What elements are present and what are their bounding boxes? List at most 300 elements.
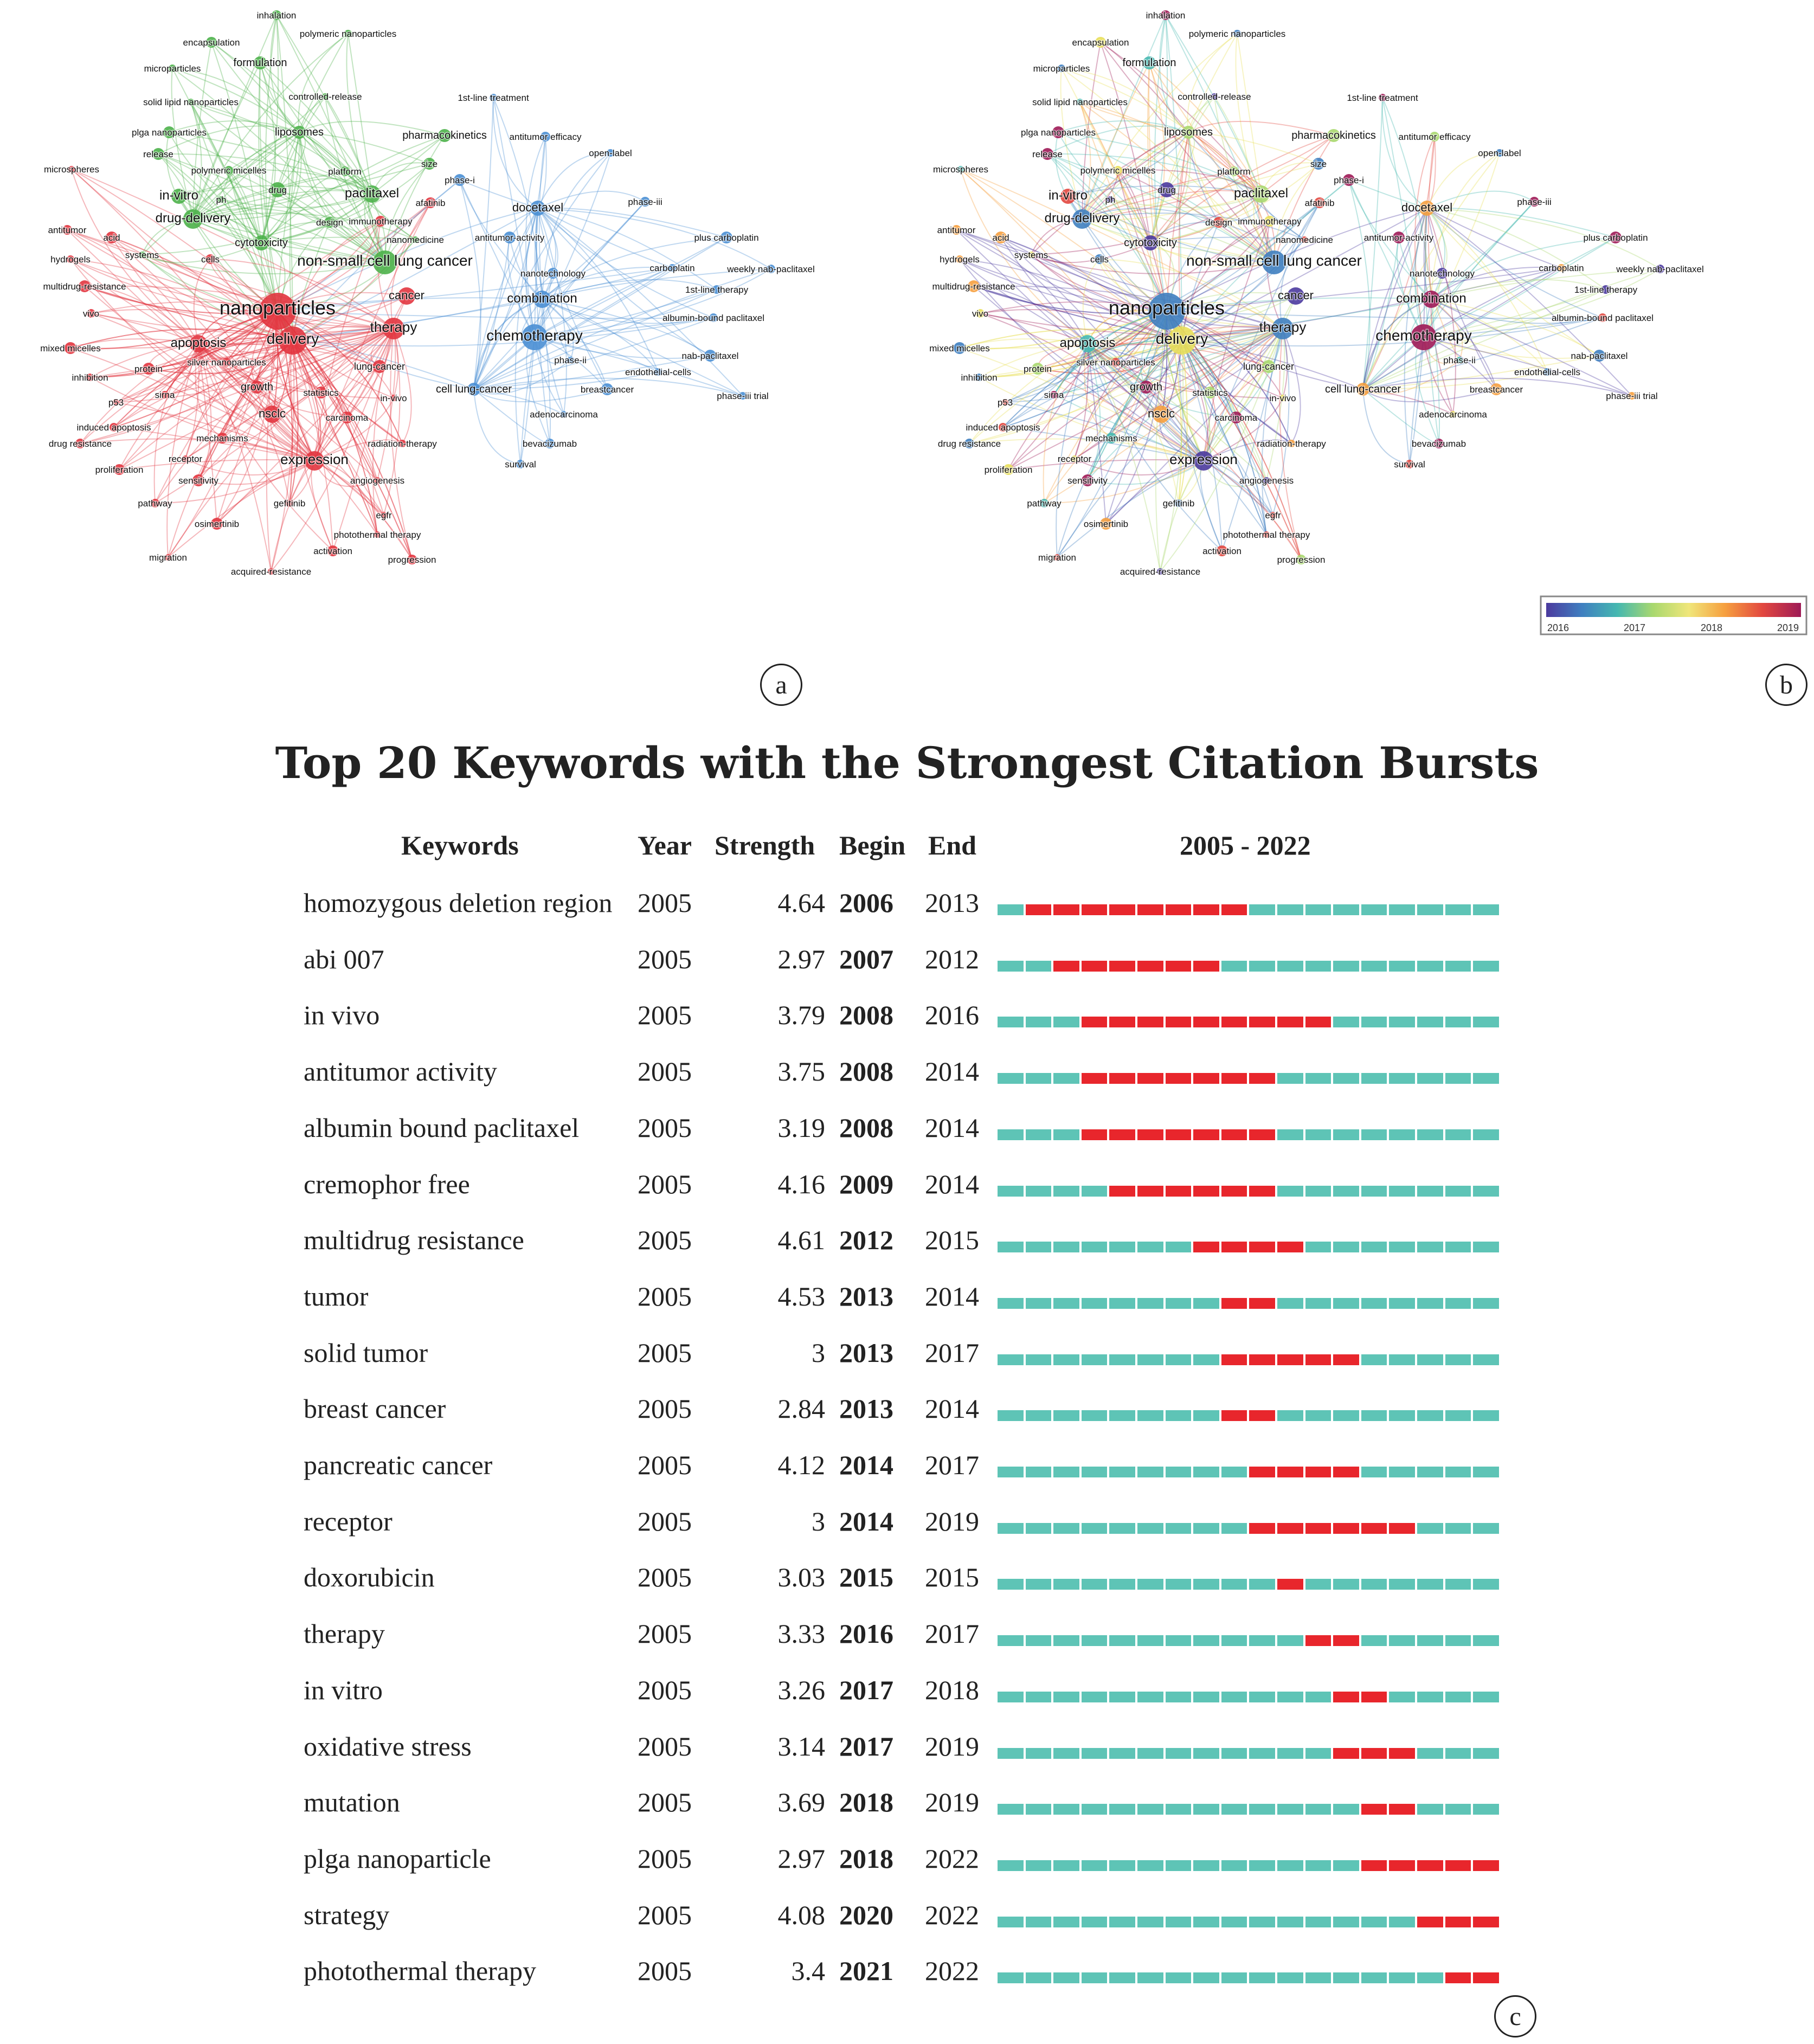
keyword-node-label: antitumor [937, 225, 976, 235]
keyword-node-label: release [1032, 149, 1063, 159]
timeline-segment [1082, 1579, 1108, 1590]
burst-segment [1166, 904, 1192, 915]
keyword-node-label: design [316, 217, 344, 228]
strength-cell: 4.12 [777, 1450, 825, 1480]
timeline-segment [1166, 1972, 1192, 1983]
begin-cell: 2020 [839, 1899, 893, 1930]
strength-cell: 4.61 [777, 1225, 825, 1256]
header-end: End [928, 830, 976, 860]
year-cell: 2005 [638, 1000, 692, 1031]
timeline-segment [1473, 1635, 1499, 1646]
keyword-node-label: inhibition [961, 372, 998, 383]
keyword-node-label: encapsulation [183, 37, 240, 48]
network-link [217, 461, 314, 524]
keyword-node-label: induced apoptosis [966, 422, 1040, 433]
burst-segment [1417, 1917, 1443, 1927]
network-link [1106, 461, 1204, 524]
year-cell: 2005 [638, 1337, 692, 1368]
timeline-segment [1026, 1467, 1052, 1477]
timeline-segment [1053, 1748, 1079, 1759]
keyword-cell: albumin bound paclitaxel [304, 1112, 580, 1143]
timeline-segment [1473, 1242, 1499, 1252]
keyword-node-label: lung-cancer [353, 361, 406, 372]
keyword-node-label: drug resistance [48, 439, 112, 449]
timeline-segment [1445, 904, 1471, 915]
keyword-node-label: expression [1169, 451, 1238, 467]
keyword-node-label: plga nanoparticles [132, 127, 207, 138]
panel-label-b: b [1765, 664, 1807, 706]
year-cell: 2005 [638, 1956, 692, 1987]
timeline-segment [1082, 1467, 1108, 1477]
burst-table-row [0, 1277, 1814, 1332]
keyword-node-label: cytotoxicity [1124, 237, 1177, 249]
burst-segment [1221, 1410, 1247, 1421]
keyword-node-label: immunotherapy [349, 216, 413, 227]
timeline-segment [1053, 1579, 1079, 1590]
keyword-node-label: nanoparticles [219, 297, 336, 319]
keyword-node-label: receptor [168, 454, 203, 464]
timeline-segment [1026, 1410, 1052, 1421]
strength-cell: 3.4 [791, 1956, 825, 1987]
keyword-node-label: paclitaxel [344, 186, 400, 201]
keyword-node-label: carcinoma [325, 413, 369, 423]
keyword-node-label: in-vitro [1048, 188, 1088, 203]
strength-cell: 3.79 [777, 1000, 825, 1031]
burst-segment [1277, 1523, 1303, 1534]
timeline-segment [1389, 1692, 1415, 1702]
legend-tick: 2017 [1623, 622, 1646, 633]
timeline-segment [1333, 1804, 1359, 1815]
keyword-node-label: egfr [376, 510, 392, 520]
keyword-node-label: design [1205, 217, 1233, 228]
timeline-segment [1417, 1972, 1443, 1983]
burst-segment [1109, 961, 1135, 972]
keyword-node-label: nanotechnology [1409, 268, 1475, 279]
begin-cell: 2021 [839, 1956, 893, 1987]
begin-cell: 2008 [839, 1056, 893, 1087]
end-cell: 2019 [925, 1787, 979, 1818]
keyword-node-label: sirna [1044, 390, 1064, 400]
timeline-segment [1361, 1467, 1387, 1477]
begin-cell: 2014 [839, 1506, 893, 1537]
keyword-node-label: p53 [997, 397, 1013, 408]
timeline-segment [1305, 1860, 1331, 1871]
burst-table-title: Top 20 Keywords with the Strongest Citation Bursts [275, 737, 1539, 788]
timeline-segment [1026, 1635, 1052, 1646]
burst-segment [1445, 1917, 1471, 1927]
burst-segment [1137, 1073, 1163, 1084]
burst-table-row [0, 1615, 1814, 1669]
timeline-segment [1445, 1073, 1471, 1084]
timeline-segment [1166, 1354, 1192, 1365]
timeline-segment [1053, 1917, 1079, 1927]
keyword-node-label: non-small cell lung cancer [297, 252, 473, 269]
keyword-cell: strategy [304, 1899, 390, 1930]
timeline-segment [1053, 1242, 1079, 1252]
keyword-node-label: plga nanoparticles [1021, 127, 1096, 138]
burst-segment [1221, 1186, 1247, 1197]
timeline-segment [1166, 1298, 1192, 1309]
keyword-node-label: carboplatin [649, 263, 695, 273]
burst-segment [1221, 1129, 1247, 1140]
timeline-segment [1026, 1354, 1052, 1365]
timeline-segment [1277, 1073, 1303, 1084]
timeline-segment [998, 1129, 1024, 1140]
timeline-segment [1445, 1692, 1471, 1702]
burst-segment [1249, 1354, 1275, 1365]
strength-cell: 3.69 [777, 1787, 825, 1818]
timeline-segment [1137, 1242, 1163, 1252]
strength-cell: 2.84 [777, 1393, 825, 1424]
timeline-segment [1221, 1917, 1247, 1927]
timeline-segment [1361, 961, 1387, 972]
keyword-node-label: silver nanoparticles [1076, 357, 1155, 368]
year-cell: 2005 [638, 1450, 692, 1480]
burst-segment [1249, 1129, 1275, 1140]
network-link [1188, 34, 1237, 132]
timeline-segment [998, 1017, 1024, 1027]
timeline-segment [1082, 1860, 1108, 1871]
header-keywords: Keywords [401, 830, 519, 860]
keyword-cell: therapy [304, 1618, 385, 1649]
keyword-node-label: cells [201, 254, 220, 265]
timeline-segment [1249, 1972, 1275, 1983]
keyword-node-label: migration [1038, 552, 1076, 563]
begin-cell: 2008 [839, 1000, 893, 1031]
keyword-node-label: docetaxel [512, 201, 564, 214]
timeline-segment [998, 1354, 1024, 1365]
timeline-segment [1221, 1579, 1247, 1590]
timeline-segment [1333, 1017, 1359, 1027]
timeline-segment [1277, 961, 1303, 972]
burst-segment [1193, 904, 1219, 915]
timeline-segment [1249, 1917, 1275, 1927]
keyword-node-label: survival [505, 459, 536, 470]
burst-segment [1166, 1129, 1192, 1140]
strength-cell: 4.64 [777, 888, 825, 918]
keyword-cell: abi 007 [304, 943, 384, 974]
timeline-segment [1053, 1017, 1079, 1027]
timeline-segment [1445, 1017, 1471, 1027]
timeline-segment [1305, 1410, 1331, 1421]
timeline-segment [998, 1579, 1024, 1590]
keyword-node-label: size [1310, 159, 1327, 169]
burst-segment [1137, 1186, 1163, 1197]
timeline-segment [1137, 1917, 1163, 1927]
begin-cell: 2018 [839, 1787, 893, 1818]
burst-table-row [0, 1502, 1814, 1557]
year-cell: 2005 [638, 1843, 692, 1874]
timeline-segment [1137, 1635, 1163, 1646]
timeline-segment [1249, 1860, 1275, 1871]
burst-table-row [0, 1558, 1814, 1612]
burst-segment [1109, 1073, 1135, 1084]
keyword-cell: multidrug resistance [304, 1225, 524, 1256]
keyword-node-label: phase-ii [554, 355, 587, 365]
timeline-segment [1361, 1017, 1387, 1027]
timeline-segment [1445, 1410, 1471, 1421]
burst-segment [1249, 1186, 1275, 1197]
burst-table-row [0, 1896, 1814, 1950]
keyword-node-label: radiation-therapy [368, 439, 437, 449]
keyword-node-label: phase-i [445, 175, 475, 185]
network-link [166, 132, 193, 219]
keyword-node-label: delivery [266, 330, 319, 347]
burst-segment [1361, 1692, 1387, 1702]
timeline-segment [1277, 1748, 1303, 1759]
keyword-node-label: gefitinib [1162, 498, 1195, 509]
timeline-segment [1361, 1354, 1387, 1365]
keyword-node-label: bevacizumab [522, 439, 577, 449]
keyword-node-label: acquired-resistance [230, 567, 312, 577]
begin-cell: 2016 [839, 1618, 893, 1649]
burst-segment [1389, 1860, 1415, 1871]
timeline-segment [1082, 1523, 1108, 1534]
keyword-node-label: phase-iii trial [717, 391, 769, 401]
keyword-node-label: cell lung-cancer [1324, 383, 1401, 395]
strength-cell: 3.26 [777, 1674, 825, 1705]
timeline-segment [1249, 1748, 1275, 1759]
timeline-segment [1305, 1917, 1331, 1927]
timeline-segment [1082, 1242, 1108, 1252]
keyword-node-label: systems [1014, 250, 1048, 260]
timeline-segment [1445, 1635, 1471, 1646]
timeline-segment [1473, 1467, 1499, 1477]
burst-segment [1193, 961, 1219, 972]
year-cell: 2005 [638, 1112, 692, 1143]
keyword-node-label: endothelial-cells [1514, 367, 1580, 377]
timeline-segment [1445, 1804, 1471, 1815]
timeline-segment [1053, 1073, 1079, 1084]
year-cell: 2005 [638, 1731, 692, 1762]
timeline-segment [1249, 1692, 1275, 1702]
burst-segment [1221, 1354, 1247, 1365]
timeline-segment [1473, 1073, 1499, 1084]
keyword-node-label: antitumor efficacy [509, 132, 582, 142]
legend-tick: 2019 [1777, 622, 1799, 633]
timeline-segment [1417, 904, 1443, 915]
timeline-segment [1026, 1129, 1052, 1140]
keyword-node-label: polymeric micelles [191, 165, 267, 176]
burst-table-row [0, 884, 1814, 938]
timeline-segment [1082, 1972, 1108, 1983]
timeline-segment [1053, 1410, 1079, 1421]
timeline-segment [1137, 1860, 1163, 1871]
timeline-segment [1389, 1186, 1415, 1197]
timeline-segment [1417, 1523, 1443, 1534]
burst-segment [1137, 961, 1163, 972]
timeline-segment [1389, 1129, 1415, 1140]
timeline-segment [1277, 1186, 1303, 1197]
timeline-segment [998, 1073, 1024, 1084]
burst-segment [1333, 1467, 1359, 1477]
burst-segment [1473, 1972, 1499, 1983]
timeline-segment [1137, 1579, 1163, 1590]
burst-segment [1249, 1410, 1275, 1421]
strength-cell: 4.53 [777, 1281, 825, 1312]
year-cell: 2005 [638, 1281, 692, 1312]
keyword-node-label: breastcancer [1469, 384, 1523, 395]
timeline-segment [1137, 1467, 1163, 1477]
timeline-segment [1473, 1804, 1499, 1815]
year-cell: 2005 [638, 1393, 692, 1424]
keyword-cell: cremophor free [304, 1168, 470, 1199]
begin-cell: 2018 [839, 1843, 893, 1874]
burst-segment [1166, 1017, 1192, 1027]
timeline-segment [1166, 1579, 1192, 1590]
keyword-node-label: vivo [82, 308, 100, 319]
timeline-segment [1109, 1579, 1135, 1590]
timeline-segment [998, 1467, 1024, 1477]
keyword-node-label: docetaxel [1401, 201, 1453, 214]
burst-table-row [0, 1952, 1814, 2006]
end-cell: 2017 [925, 1450, 979, 1480]
timeline-segment [1361, 1972, 1387, 1983]
timeline-segment [1221, 961, 1247, 972]
timeline-segment [1109, 1298, 1135, 1309]
timeline-segment [1445, 1186, 1471, 1197]
keyword-node-label: in-vitro [159, 188, 199, 203]
year-cell: 2005 [638, 1618, 692, 1649]
keyword-node-label: nanotechnology [520, 268, 586, 279]
timeline-segment [1473, 1129, 1499, 1140]
keyword-node-label: chemotherapy [486, 327, 583, 344]
burst-segment [1109, 904, 1135, 915]
end-cell: 2012 [925, 943, 979, 974]
keyword-node-label: sirna [155, 390, 175, 400]
keyword-node-label: drug [1157, 185, 1176, 195]
keyword-node-label: activation [1202, 546, 1242, 556]
timeline-segment [1166, 1523, 1192, 1534]
timeline-segment [1277, 1410, 1303, 1421]
keyword-cell: mutation [304, 1787, 400, 1818]
burst-table-row [0, 1783, 1814, 1837]
keyword-node-label: silver nanoparticles [187, 357, 266, 368]
timeline-segment [1305, 904, 1331, 915]
year-cell: 2005 [638, 1506, 692, 1537]
timeline-segment [1417, 1692, 1443, 1702]
keyword-node-label: size [421, 159, 438, 169]
timeline-segment [1082, 1804, 1108, 1815]
burst-segment [1249, 1242, 1275, 1252]
keyword-node-label: therapy [1259, 319, 1307, 335]
keyword-node-label: inhalation [256, 10, 297, 21]
legend-tick: 2016 [1547, 622, 1569, 633]
network-link [1349, 180, 1370, 389]
timeline-segment [1277, 1972, 1303, 1983]
timeline-segment [1026, 1298, 1052, 1309]
timeline-segment [1053, 1860, 1079, 1871]
end-cell: 2016 [925, 1000, 979, 1031]
timeline-segment [1277, 1804, 1303, 1815]
timeline-segment [1445, 1129, 1471, 1140]
keyword-node-label: inhibition [72, 372, 108, 383]
burst-segment [1249, 1017, 1275, 1027]
burst-table-row [0, 1165, 1814, 1219]
timeline-segment [1473, 1298, 1499, 1309]
timeline-segment [1109, 1860, 1135, 1871]
burst-segment [1221, 1242, 1247, 1252]
timeline-segment [1417, 1017, 1443, 1027]
keyword-node-label: progression [388, 555, 436, 565]
keyword-node-label: phase-i [1334, 175, 1364, 185]
timeline-segment [998, 1410, 1024, 1421]
timeline-segment [998, 1860, 1024, 1871]
keyword-node-label: nanoparticles [1108, 297, 1225, 319]
keyword-node-label: protein [134, 364, 163, 374]
keyword-node-label: albumin-bound paclitaxel [662, 313, 765, 323]
timeline-segment [1166, 1860, 1192, 1871]
keyword-node-label: polymeric micelles [1080, 165, 1156, 176]
burst-segment [1193, 1017, 1219, 1027]
end-cell: 2014 [925, 1112, 979, 1143]
keyword-node-label: phase-iii [1517, 197, 1552, 207]
keyword-node-label: non-small cell lung cancer [1186, 252, 1362, 269]
end-cell: 2022 [925, 1843, 979, 1874]
timeline-segment [998, 1298, 1024, 1309]
timeline-segment [1445, 1242, 1471, 1252]
timeline-segment [1361, 1186, 1387, 1197]
timeline-segment [1137, 1298, 1163, 1309]
timeline-segment [1137, 1804, 1163, 1815]
burst-segment [1361, 1860, 1387, 1871]
timeline-segment [1053, 1692, 1079, 1702]
keyword-node-label: solid lipid nanoparticles [143, 97, 239, 107]
keyword-node-label: sensitivity [1067, 475, 1108, 486]
timeline-segment [1277, 904, 1303, 915]
timeline-segment [1053, 1635, 1079, 1646]
timeline-segment [1109, 1748, 1135, 1759]
keyword-node-label: in-vivo [380, 393, 407, 403]
end-cell: 2019 [925, 1506, 979, 1537]
keyword-node-label: therapy [370, 319, 417, 335]
keyword-node-label: pathway [1027, 498, 1062, 509]
timeline-segment [1137, 1354, 1163, 1365]
keyword-node-label: afatinib [1304, 198, 1335, 208]
timeline-segment [1305, 1298, 1331, 1309]
timeline-segment [1473, 1354, 1499, 1365]
burst-segment [1333, 1748, 1359, 1759]
keyword-node-label: formulation [233, 57, 287, 69]
timeline-segment [1109, 1635, 1135, 1646]
keyword-node-label: acid [992, 233, 1009, 243]
timeline-segment [1082, 1298, 1108, 1309]
timeline-segment [1109, 1692, 1135, 1702]
keyword-node-label: carcinoma [1214, 413, 1258, 423]
timeline-segment [1221, 1748, 1247, 1759]
timeline-segment [1333, 1129, 1359, 1140]
timeline-segment [1137, 1692, 1163, 1702]
timeline-segment [1389, 904, 1415, 915]
timeline-segment [1082, 1748, 1108, 1759]
keyword-node-label: proliferation [984, 465, 1033, 475]
begin-cell: 2017 [839, 1674, 893, 1705]
burst-segment [1249, 1073, 1275, 1084]
timeline-segment [998, 1917, 1024, 1927]
keyword-node-label: microparticles [144, 63, 201, 74]
timeline-segment [1193, 1692, 1219, 1702]
burst-segment [1473, 1917, 1499, 1927]
burst-segment [1082, 961, 1108, 972]
timeline-segment [1249, 1635, 1275, 1646]
timeline-segment [1361, 1129, 1387, 1140]
timeline-segment [1109, 1242, 1135, 1252]
burst-segment [1082, 904, 1108, 915]
burst-segment [1026, 904, 1052, 915]
burst-segment [1249, 1467, 1275, 1477]
timeline-segment [1221, 1467, 1247, 1477]
begin-cell: 2017 [839, 1731, 893, 1762]
